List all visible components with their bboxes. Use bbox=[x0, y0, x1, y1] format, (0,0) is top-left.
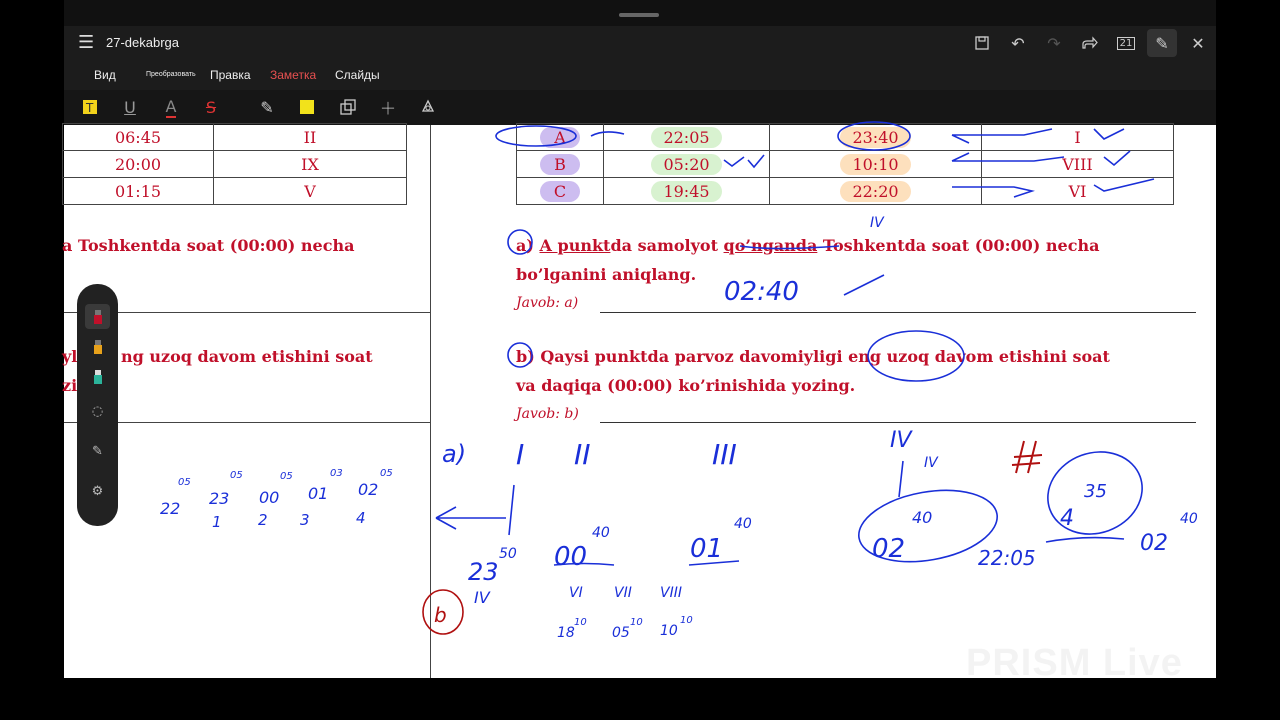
depart-time: 19:45 bbox=[651, 181, 721, 202]
add-icon[interactable]: ＋ bbox=[379, 98, 396, 118]
ink-circle bbox=[868, 331, 964, 381]
svg-text:01: 01 bbox=[690, 534, 724, 564]
svg-text:23: 23 bbox=[209, 489, 230, 508]
svg-text:18: 18 bbox=[557, 625, 575, 641]
svg-text:IV: IV bbox=[870, 215, 884, 231]
marker-teal-icon[interactable] bbox=[85, 364, 110, 389]
svg-text:VII: VII bbox=[614, 585, 632, 601]
ink-hash-mark bbox=[1012, 441, 1042, 473]
pen-icon[interactable]: ✎ bbox=[260, 97, 274, 117]
arrive-time: 22:20 bbox=[840, 181, 910, 202]
settings-icon[interactable]: ⚙ bbox=[91, 484, 104, 499]
svg-text:40: 40 bbox=[592, 525, 610, 541]
ink-arrows bbox=[952, 129, 1064, 197]
watermark: PRISM Live bbox=[966, 642, 1183, 684]
table-row: 01:15 V bbox=[63, 178, 407, 205]
svg-text:05: 05 bbox=[612, 625, 630, 641]
question-b-line2: va daqiqa (00:00) ko’rinishida yozing. bbox=[516, 376, 856, 395]
ink-circle bbox=[508, 343, 532, 367]
svg-text:02: 02 bbox=[1140, 531, 1168, 556]
svg-text:22:05: 22:05 bbox=[978, 546, 1036, 570]
svg-text:3: 3 bbox=[300, 511, 310, 529]
floating-pen-toolbar bbox=[77, 284, 118, 526]
zone: I bbox=[982, 124, 1174, 151]
svg-text:40: 40 bbox=[912, 508, 933, 527]
app-window bbox=[64, 0, 1216, 678]
annotation-toolbar bbox=[64, 90, 1216, 125]
lasso-icon[interactable]: ◌ bbox=[91, 404, 104, 419]
svg-text:VIII: VIII bbox=[660, 585, 682, 601]
underline-icon[interactable]: U bbox=[124, 97, 136, 117]
question-b: b) Qaysi punktda parvoz davomiyligi eng uzoq davom etishini soat bbox=[516, 347, 1110, 366]
undo-icon[interactable]: ↶ bbox=[1011, 33, 1025, 53]
svg-text:35: 35 bbox=[1084, 481, 1107, 502]
svg-text:T: T bbox=[86, 101, 94, 115]
lasso-icon[interactable] bbox=[417, 97, 439, 117]
ink-a-label: a) bbox=[442, 440, 467, 468]
svg-text:05: 05 bbox=[280, 471, 293, 482]
svg-text:00: 00 bbox=[259, 488, 280, 507]
strikethrough-icon[interactable]: S bbox=[205, 97, 217, 117]
ink-circle bbox=[496, 126, 576, 146]
ink-arrow-left bbox=[436, 507, 506, 529]
menu-bar bbox=[64, 60, 1216, 90]
svg-text:05: 05 bbox=[178, 477, 191, 488]
svg-text:III: III bbox=[712, 438, 737, 471]
shapes-icon[interactable] bbox=[337, 97, 359, 117]
document-title: 27-dekabrga bbox=[106, 35, 179, 50]
share-icon[interactable] bbox=[1072, 26, 1108, 60]
table-row: 06:45 II bbox=[63, 124, 407, 151]
svg-text:23: 23 bbox=[468, 558, 499, 586]
document-canvas[interactable] bbox=[64, 125, 1216, 678]
edit-mode-icon[interactable]: ✎ bbox=[1147, 29, 1177, 57]
svg-text:I: I bbox=[516, 438, 525, 471]
svg-text:4: 4 bbox=[1060, 506, 1074, 531]
question-a-line2: bo’lganini aniqlang. bbox=[516, 265, 697, 284]
title-bar-actions bbox=[964, 26, 1216, 60]
svg-text:22: 22 bbox=[160, 499, 181, 518]
svg-text:10: 10 bbox=[680, 615, 693, 626]
point-label: B bbox=[540, 154, 580, 175]
ink-b-label: b bbox=[434, 603, 447, 627]
svg-text:II: II bbox=[574, 438, 591, 471]
ink-line bbox=[1046, 538, 1124, 542]
highlighter-icon[interactable] bbox=[296, 97, 318, 117]
answer-b-label: Javob: b) bbox=[516, 406, 579, 422]
page-count-icon[interactable] bbox=[1108, 26, 1144, 60]
menu-slides[interactable]: Слайды bbox=[335, 68, 380, 82]
svg-text:1: 1 bbox=[212, 513, 222, 531]
drag-handle[interactable] bbox=[619, 13, 659, 17]
svg-text:IV: IV bbox=[924, 455, 938, 471]
svg-text:50: 50 bbox=[499, 546, 517, 562]
svg-text:10: 10 bbox=[660, 623, 678, 639]
point-label: C bbox=[540, 181, 580, 202]
text-box-icon[interactable] bbox=[79, 97, 101, 117]
save-icon[interactable] bbox=[964, 26, 1000, 60]
menu-note[interactable]: Заметка bbox=[270, 68, 317, 82]
svg-text:05: 05 bbox=[380, 468, 393, 479]
marker-yellow-icon[interactable] bbox=[85, 334, 110, 359]
ink-checks bbox=[591, 129, 1154, 191]
zone: VI bbox=[982, 178, 1174, 205]
depart-time: 05:20 bbox=[651, 154, 721, 175]
ink-result: 02 bbox=[872, 534, 906, 564]
svg-text:01: 01 bbox=[308, 484, 329, 503]
point-label: A bbox=[540, 127, 580, 148]
answer-a-label: Javob: a) bbox=[516, 295, 579, 311]
menu-edit[interactable]: Правка bbox=[210, 68, 251, 82]
svg-text:4: 4 bbox=[356, 509, 366, 527]
ink-circle bbox=[508, 230, 532, 254]
svg-text:02: 02 bbox=[358, 480, 379, 499]
left-question2-fragment-c: zi bbox=[62, 376, 78, 395]
menu-view[interactable]: Вид bbox=[94, 68, 116, 82]
marker-red-icon[interactable] bbox=[85, 304, 110, 329]
left-question2-fragment-a: yl bbox=[62, 347, 78, 366]
svg-text:IV: IV bbox=[890, 428, 912, 453]
menu-convert[interactable]: Преобразовать bbox=[146, 71, 196, 78]
svg-text:40: 40 bbox=[1180, 511, 1198, 527]
zone: VIII bbox=[982, 151, 1174, 178]
hamburger-menu-icon[interactable]: ☰ bbox=[78, 32, 95, 53]
page-count: 21 bbox=[1117, 37, 1136, 50]
svg-text:2: 2 bbox=[258, 511, 268, 529]
ink-answer-a: 02:40 bbox=[724, 277, 799, 307]
arrive-time: 23:40 bbox=[840, 127, 910, 148]
ink-circle bbox=[838, 122, 910, 150]
svg-text:03: 03 bbox=[330, 468, 343, 479]
question-a: a) A punktda samolyot qo’nganda Toshkentda soat (00:00) necha bbox=[516, 236, 1100, 255]
ink-layer bbox=[64, 125, 1216, 678]
svg-text:40: 40 bbox=[734, 516, 752, 532]
svg-text:10: 10 bbox=[630, 617, 643, 628]
top-strip bbox=[64, 0, 1216, 26]
table-row: 20:00 IX bbox=[63, 151, 407, 178]
redo-icon[interactable]: ↷ bbox=[1047, 33, 1061, 53]
pencil-icon[interactable]: ✎ bbox=[92, 444, 103, 459]
font-color-icon[interactable]: A bbox=[165, 96, 177, 116]
svg-text:05: 05 bbox=[230, 470, 243, 481]
title-bar bbox=[64, 26, 1216, 60]
svg-text:10: 10 bbox=[574, 617, 587, 628]
svg-text:00: 00 bbox=[554, 542, 588, 572]
ink-stroke bbox=[509, 461, 903, 535]
arrive-time: 10:10 bbox=[840, 154, 910, 175]
depart-time: 22:05 bbox=[651, 127, 721, 148]
close-icon[interactable]: ✕ bbox=[1191, 33, 1205, 53]
svg-text:VI: VI bbox=[569, 585, 583, 601]
left-question-fragment: a Toshkentda soat (00:00) necha bbox=[62, 236, 355, 255]
svg-text:IV: IV bbox=[474, 588, 490, 607]
left-question2-fragment-b: ng uzoq davom etishini soat bbox=[121, 347, 373, 366]
